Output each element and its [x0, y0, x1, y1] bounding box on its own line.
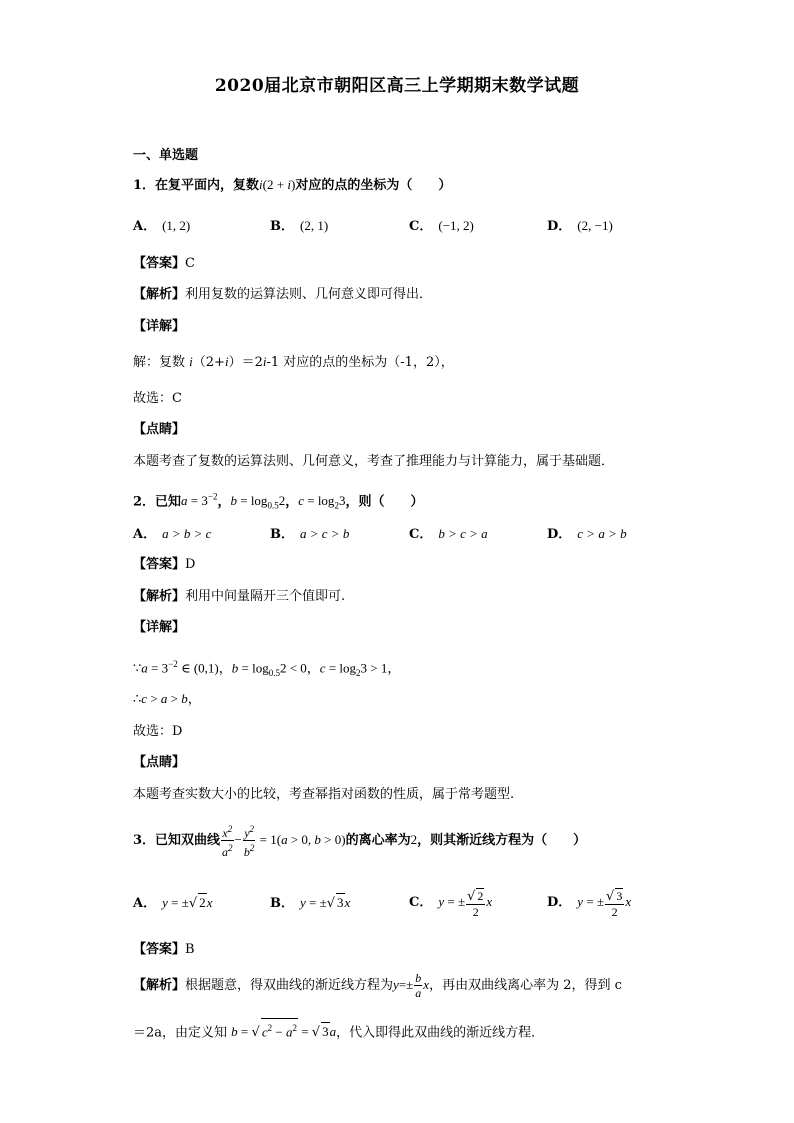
q3-answer: 【答案】B	[133, 942, 195, 957]
q1-answer: 【答案】C	[133, 256, 195, 271]
q2-option-d: D． c > a > b	[547, 526, 627, 542]
q1-analysis: 【解析】利用复数的运算法则、几何意义即可得出．	[133, 287, 433, 302]
q1-option-d: D． (2, −1)	[547, 218, 613, 234]
q1-detail-line2: 故选：C	[133, 391, 182, 406]
q3-option-a: A． y = ±√ 2x	[133, 895, 213, 911]
q3-stem: 3．已知双曲线 $\frac{x^2}{a^2}$ − $\frac{y^2}{b^2}$ = 1(a > 0, b > 0)的离心率为2，则其渐近线方程为（ ）	[133, 824, 587, 859]
q1-option-b: B． (2, 1)	[270, 218, 329, 234]
q1-detail-label: 【详解】	[133, 319, 186, 334]
q1-stem: 1．在复平面内，复数i(2 + i)对应的点的坐标为（ ）	[133, 177, 452, 193]
q2-comment-label: 【点睛】	[133, 755, 186, 770]
section-heading: 一、单选题	[133, 148, 199, 163]
q3-option-d: D． y = ± $\frac{√ 3}{2}$ x	[547, 888, 632, 919]
q1-option-c: C． (−1, 2)	[409, 218, 474, 234]
q2-option-c: C． b > c > a	[409, 526, 488, 542]
q2-detail-label: 【详解】	[133, 620, 186, 635]
q2-stem: 2．已知$a = 3^{-2}$，$b = \log_{0.5}2$，$c = \log_23$，则（ ）	[133, 492, 424, 511]
q2-detail-line3: 故选：D	[133, 724, 183, 739]
q3-option-b: B． y = ±√ 3x	[270, 895, 351, 911]
q1-option-a: A． (1, 2)	[133, 218, 191, 234]
q1-comment-label: 【点睛】	[133, 422, 186, 437]
q2-analysis: 【解析】利用中间量隔开三个值即可.	[133, 589, 346, 604]
q3-analysis-line2: ＝2a，由定义知 b = √ $c^2 - a^2$ = √ 3a，代入即得此双曲线的渐近线方程．	[133, 1018, 544, 1042]
q2-comment: 本题考查实数大小的比较，考查幂指对函数的性质，属于常考题型.	[133, 787, 515, 802]
q3-analysis-line1: 【解析】根据题意，得双曲线的渐近线方程为y=± $\frac{b}{a}$ x，再由双曲线离心率为 2，得到 c	[133, 971, 622, 1000]
q2-detail-line2: ∴c > a > b，	[133, 691, 201, 706]
q2-answer: 【答案】D	[133, 557, 196, 572]
q2-option-a: A． a > b > c	[133, 526, 212, 542]
q1-comment: 本题考查了复数的运算法则、几何意义，考查了推理能力与计算能力，属于基础题．	[133, 454, 615, 469]
q1-detail-line1: 解：复数 i（2+i）＝2i-1 对应的点的坐标为（-1，2），	[133, 354, 454, 370]
q3-option-c: C． y = ± $\frac{√ 2}{2}$ x	[409, 888, 493, 919]
q2-option-b: B． a > c > b	[270, 526, 350, 542]
document-title: 2020届北京市朝阳区高三上学期期末数学试题	[214, 76, 580, 96]
q2-detail-line1: ∵a = $3^{-2}$ ∈ (0,1)，$b = \log_{0.5}2 < 0$，$c = \log_23 > 1$，	[133, 659, 401, 678]
